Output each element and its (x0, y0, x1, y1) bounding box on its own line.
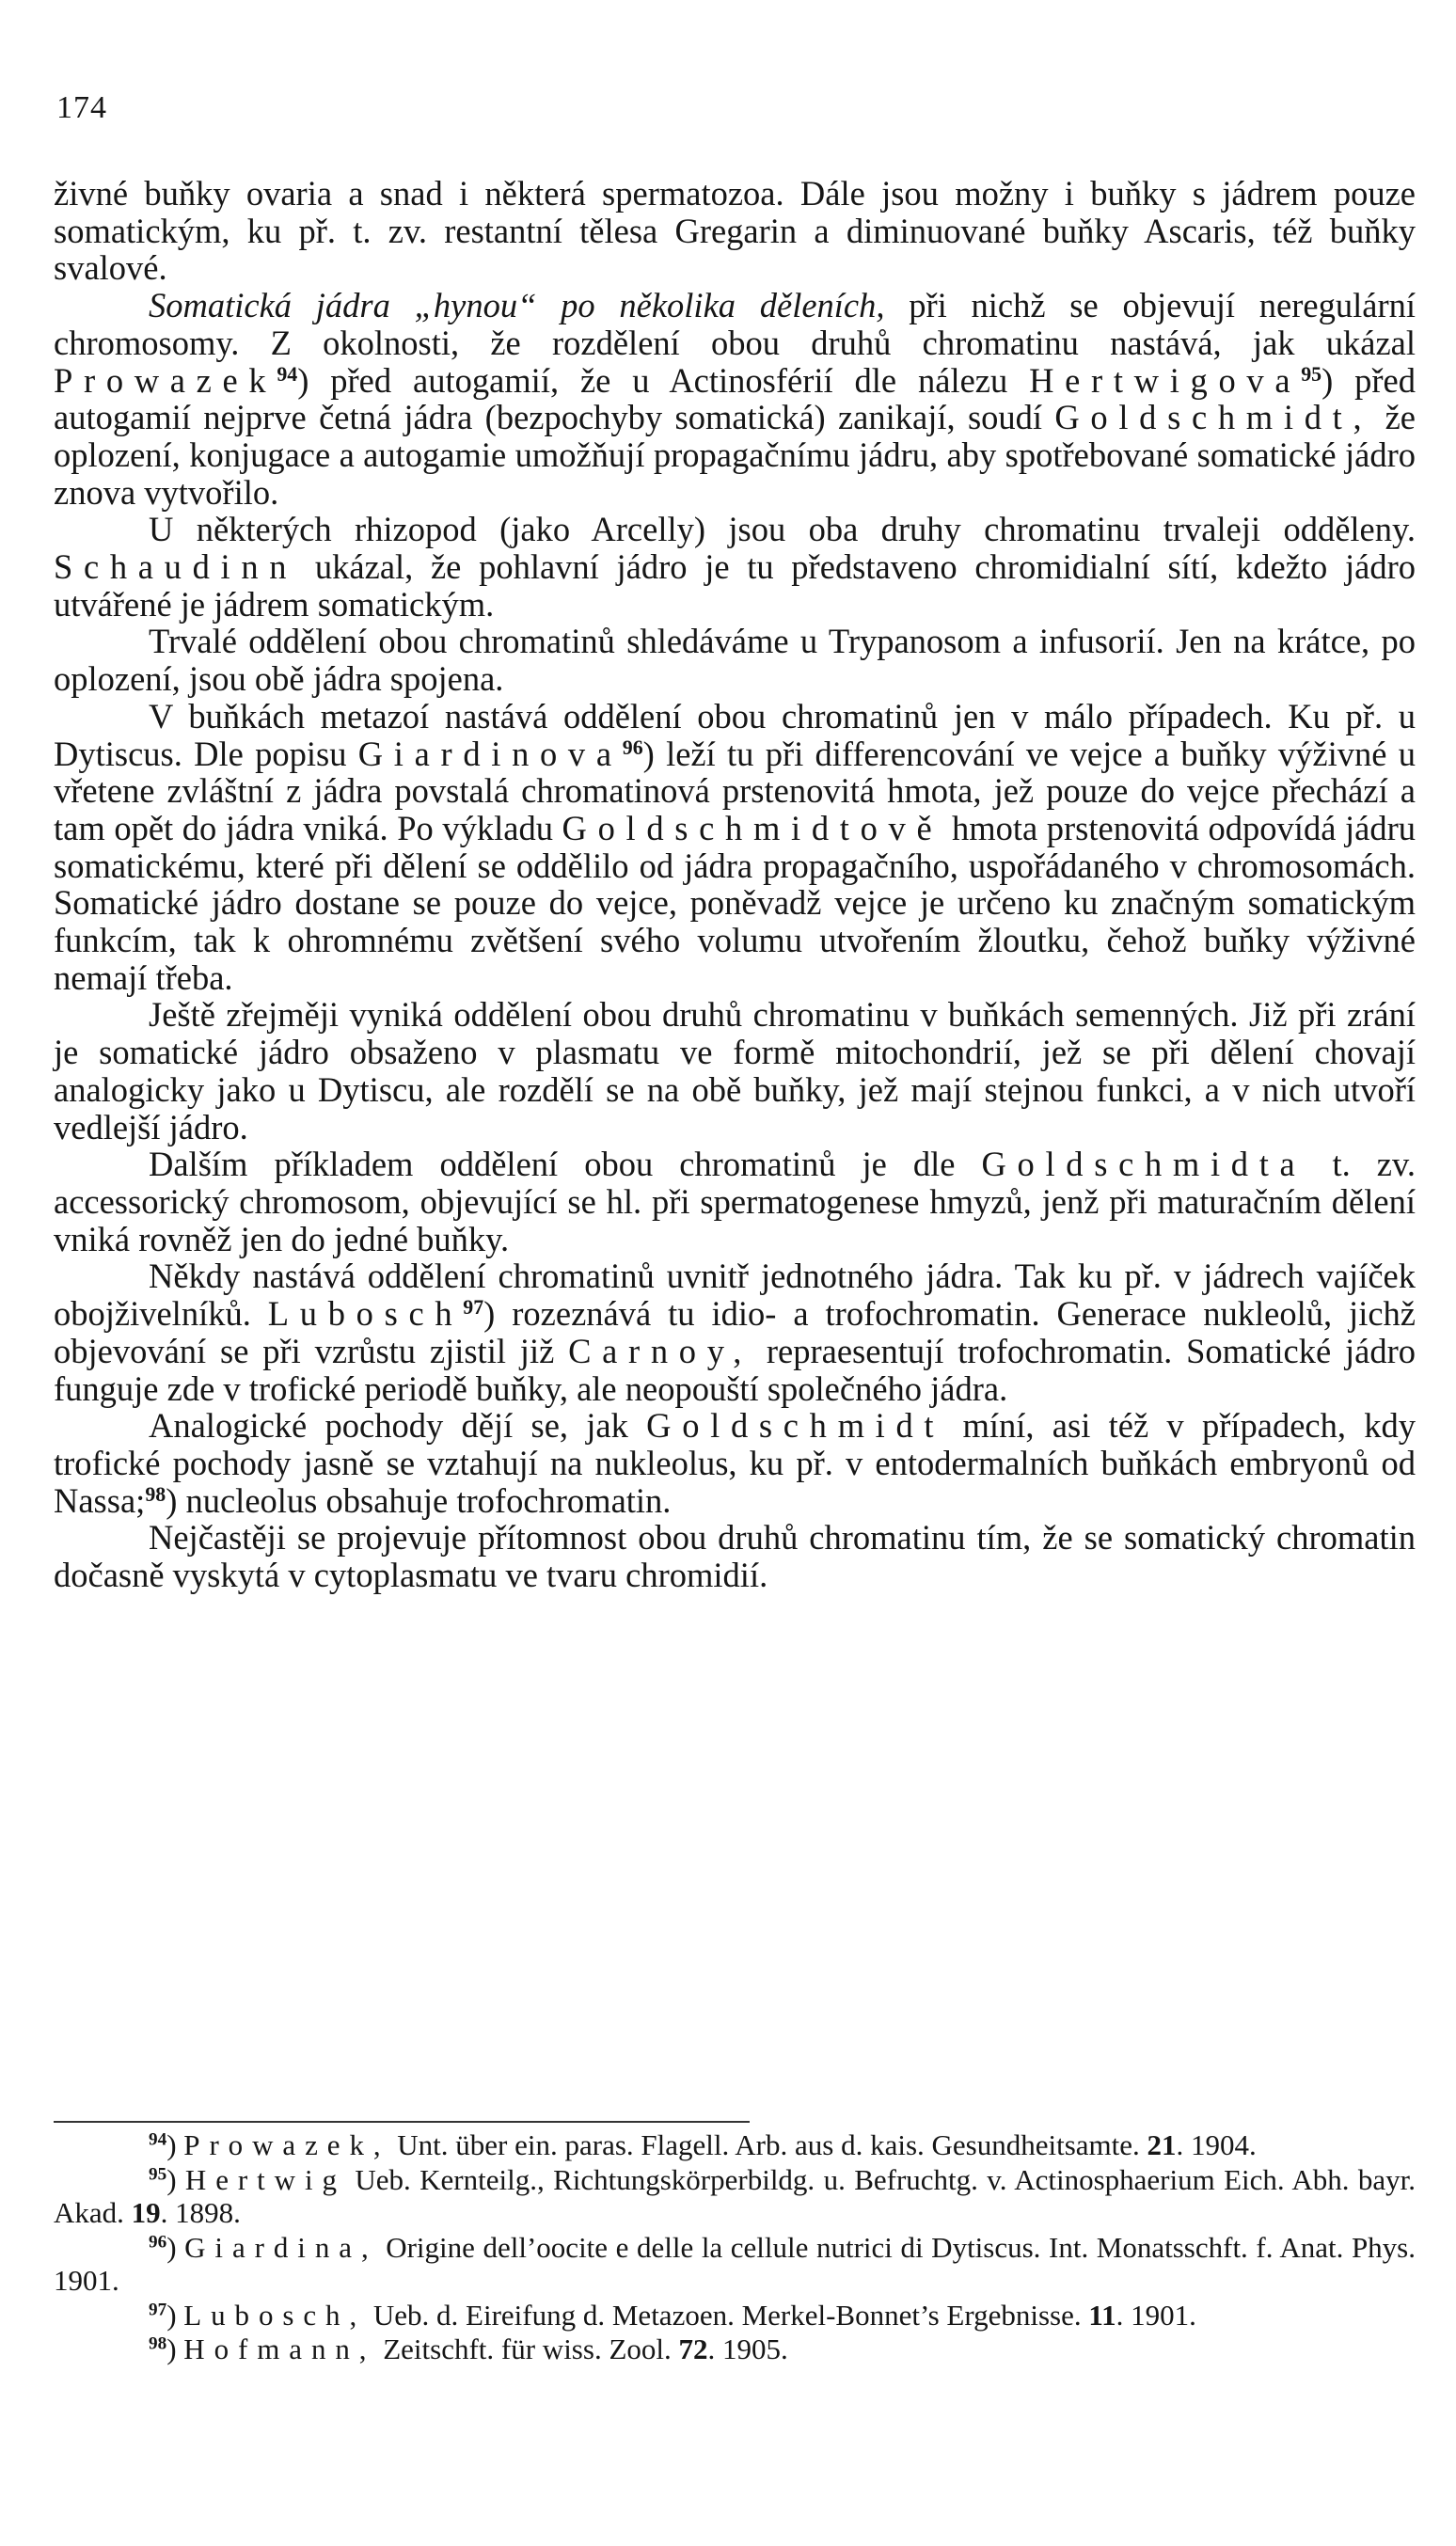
text-run: . 1905. (707, 2333, 788, 2365)
text-run: ) (166, 2128, 184, 2161)
footnote-ref: 95 (1301, 361, 1322, 386)
text-run: Zeitschft. für wiss. Zool. (375, 2333, 679, 2365)
text-run: . 1904. (1176, 2128, 1257, 2161)
italic-text: Somatická jádra „hynou“ po několika děleních, (149, 286, 885, 325)
text-run: ukázal, že pohlavní jádro je tu představeno chromidialní sítí, kdežto jádro utvářené je jádrem somatickým. (54, 547, 1416, 624)
text-run: ) (166, 2162, 185, 2196)
author-name: Giardina, (184, 2230, 378, 2264)
paragraph (54, 511, 1416, 623)
author-name: Giardinova (357, 734, 623, 773)
text-run: míní, asi též v případech, kdy trofické pochody jasně se vztahují na nukleolus, ku př. v entodermalních buňkách embryonů od Nassa; (54, 1406, 1416, 1520)
text-run: t. zv. accessorický chromosom, objevující se hl. při spermatogenese hmyzů, jenž při maturačním dělení vniká rovněž jen do jedné buňky. (54, 1145, 1416, 1258)
text-run: ) (166, 2230, 185, 2264)
footnote-divider (54, 2121, 750, 2123)
footnotes (54, 2128, 1416, 2367)
paragraph (54, 175, 1416, 287)
paragraph (54, 1407, 1416, 1519)
text-run: ) nucleolus obsahuje trofochromatin. (166, 1480, 672, 1520)
volume-number: 72 (678, 2333, 708, 2365)
footnote-ref: 98 (145, 1481, 166, 1506)
volume-number: 21 (1147, 2128, 1177, 2161)
text-run: . 1901. (1116, 2298, 1196, 2332)
footnote (54, 2231, 1416, 2298)
text-run: ) leží tu při differencování ve vejce a buňky výživné u vřetene zvláštní z jádra povstalá chromatinová prstenovitá hmota, jež pouze do vejce přechází a tam opět do jádra vniká. Po výkladu (54, 734, 1416, 847)
body-text (54, 175, 1416, 1594)
text-run: ) (166, 2333, 184, 2365)
paragraph (54, 287, 1416, 511)
text-run: Origine dell’oocite e delle la cellule nutrici di Dytiscus. Int. Monatsschft. f. Anat. Phys. 1901. (54, 2230, 1416, 2297)
author-name: Hertwig (184, 2162, 346, 2196)
author-name: Hofmann, (183, 2333, 376, 2365)
volume-number: 11 (1088, 2298, 1116, 2332)
author-name: Prowazek (54, 360, 277, 400)
text-run: Trvalé oddělení obou chromatinů shledáváme u Trypanosom a infusorií. Jen na krátce, po oplození, jsou obě jádra spojena. (54, 622, 1416, 699)
author-name: Goldschmidtově (562, 808, 943, 847)
footnote-ref: 98 (149, 2333, 167, 2354)
author-name: Hertwigova (1029, 360, 1302, 400)
text-run: ) před autogamií, že u Actinosférií dle nálezu (297, 360, 1030, 400)
author-name: Lubosch, (183, 2298, 367, 2332)
footnote-ref: 94 (149, 2129, 167, 2150)
author-name: Prowazek, (183, 2128, 390, 2161)
paragraph (54, 698, 1416, 997)
text-run: Dalším příkladem oddělení obou chromatinů je dle (149, 1145, 982, 1184)
text-run: Unt. über ein. paras. Flagell. Arb. aus d. kais. Gesundheitsamte. (389, 2128, 1147, 2161)
paragraph (54, 996, 1416, 1146)
volume-number: 19 (131, 2196, 161, 2229)
text-run: Ueb. Kernteilg., Richtungskörperbildg. u. Befruchtg. v. Actinosphaerium Eich. Abh. bayr. Akad. (54, 2162, 1416, 2229)
text-run: ) (166, 2298, 184, 2332)
footnote-ref: 96 (622, 735, 643, 759)
text-run: že oplození, konjugace a autogamie umožňují propagačnímu jádru, aby spotřebované somatické jádro znova vytvořilo. (54, 398, 1416, 512)
paragraph (54, 1519, 1416, 1593)
text-run: hmota prstenovitá odpovídá jádru somatickému, které při dělení se oddělilo od jádra propagačního, uspořádaného v chromosomách. Somatické jádro dostane se pouze do vejce, poněvadž vejce je určeno ku značným somatickým funkcím, tak k ohromnému zvětšení svého volumu utvořením žloutku, čehož buňky výživné nemají třeba. (54, 808, 1416, 997)
footnote-ref: 97 (463, 1295, 484, 1320)
author-name: Goldschmidta (981, 1145, 1306, 1184)
text-run: ) před autogamií nejprve četná jádra (bezpochyby somatická) zanikají, soudí (54, 360, 1416, 437)
footnote-ref: 95 (149, 2163, 167, 2184)
paragraph (54, 623, 1416, 697)
text-run: Ueb. d. Eireifung d. Metazoen. Merkel-Bonnet’s Ergebnisse. (366, 2298, 1089, 2332)
text-run: živné buňky ovaria a snad i některá spermatozoa. Dále jsou možny i buňky s jádrem pouze somatickým, ku př. t. zv. restantní tělesa Gregarin a diminuované buňky Ascaris, též buňky svalové. (54, 174, 1416, 288)
text-run: Nejčastěji se projevuje přítomnost obou druhů chromatinu tím, že se somatický chromatin dočasně vyskytá v cytoplasmatu ve tvaru chromidií. (54, 1518, 1416, 1595)
footnote (54, 2163, 1416, 2230)
author-name: Carnoy, (568, 1331, 753, 1370)
footnote (54, 2299, 1416, 2333)
paragraph (54, 1257, 1416, 1407)
author-name: Lubosch (267, 1294, 464, 1334)
page-number: 174 (56, 90, 107, 125)
text-run: U některých rhizopod (jako Arcelly) jsou oba druhy chromatinu trvaleji odděleny. (149, 510, 1416, 549)
text-run: V buňkách metazoí nastává oddělení obou chromatinů jen v málo případech. Ku př. u Dytiscus. Dle popisu (54, 696, 1416, 773)
text-run: ) rozeznává tu idio- a trofochromatin. Generace nukleolů, jichž objevování se při vzrůstu zjistil již (54, 1294, 1416, 1370)
text-run: repraesentují trofochromatin. Somatické jádro funguje zde v trofické periodě buňky, ale neopouští společného jádra. (54, 1331, 1416, 1408)
footnote (54, 2333, 1416, 2366)
paragraph (54, 1146, 1416, 1257)
text-run: Analogické pochody dějí se, jak (149, 1406, 647, 1446)
footnote-ref: 96 (149, 2231, 167, 2252)
text-run: Někdy nastává oddělení chromatinů uvnitř jednotného jádra. Tak ku př. v jádrech vajíček obojživelníků. (54, 1257, 1416, 1334)
author-name: Goldschmidt, (1054, 398, 1373, 437)
text-run: při nichž se objevují neregulární chromosomy. Z okolnosti, že rozdělení obou druhů chromatinu nastává, jak ukázal (54, 286, 1416, 362)
author-name: Schaudinn (54, 547, 298, 587)
footnote-ref: 94 (277, 361, 298, 386)
author-name: Goldschmidt (646, 1406, 945, 1446)
footnote (54, 2128, 1416, 2162)
footnote-ref: 97 (149, 2299, 167, 2319)
text-run: . 1898. (160, 2196, 241, 2229)
text-run: Ještě zřejměji vyniká oddělení obou druhů chromatinu v buňkách semenných. Již při zrání je somatické jádro obsaženo v plasmatu ve formě mitochondrií, jež se při dělení chovají analogicky jako u Dytiscu, ale rozdělí se na obě buňky, jež mají stejnou funkci, a v nich utvoří vedlejší jádro. (54, 995, 1416, 1146)
